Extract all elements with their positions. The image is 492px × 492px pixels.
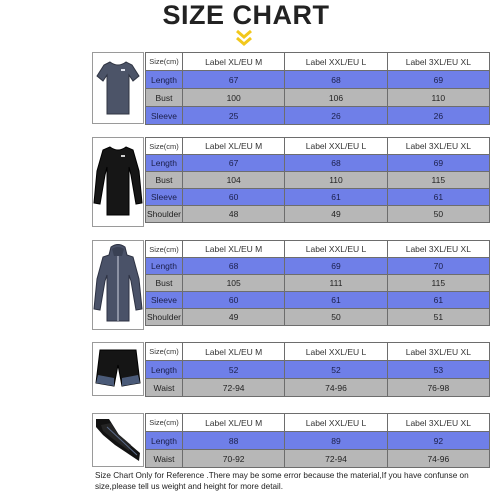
- table-row: [146, 206, 490, 223]
- measurement-value: 68: [285, 155, 387, 172]
- measurement-name: Length: [146, 71, 183, 89]
- measurement-value: 60: [183, 189, 285, 206]
- measurement-name: Sleeve: [146, 107, 183, 125]
- size-label-header: Label 3XL/EU XL: [387, 53, 489, 71]
- measurement-value: 48: [183, 206, 285, 223]
- measurement-value: 88: [183, 432, 285, 450]
- measurement-value: 49: [183, 309, 285, 326]
- tshirt-icon: [94, 56, 142, 120]
- measurement-value: 67: [183, 155, 285, 172]
- table-row: [146, 89, 490, 107]
- measurement-value: 115: [387, 172, 489, 189]
- measurement-value: 61: [285, 292, 387, 309]
- table-row: [146, 275, 490, 292]
- measurement-name: Shoulder: [146, 309, 183, 326]
- measurement-name: Bust: [146, 89, 183, 107]
- measurement-value: 52: [183, 361, 285, 379]
- table-row: [146, 432, 490, 450]
- measurement-value: 74-96: [387, 450, 489, 468]
- measurement-value: 100: [183, 89, 285, 107]
- measurement-value: 50: [285, 309, 387, 326]
- table-header-row: [146, 241, 490, 258]
- measurement-value: 61: [387, 189, 489, 206]
- size-label-header: Label XXL/EU L: [285, 414, 387, 432]
- table-row: [146, 361, 490, 379]
- table-row: [146, 309, 490, 326]
- measurement-value: 92: [387, 432, 489, 450]
- table-row: [146, 155, 490, 172]
- long-sleeve-shirt-image: [92, 137, 144, 227]
- measurement-value: 25: [183, 107, 285, 125]
- measurement-value: 105: [183, 275, 285, 292]
- measurement-value: 115: [387, 275, 489, 292]
- shorts-icon: [94, 347, 142, 391]
- measurement-name: Sleeve: [146, 292, 183, 309]
- size-table: [145, 413, 490, 468]
- measurement-value: 51: [387, 309, 489, 326]
- measurement-name: Length: [146, 432, 183, 450]
- measurement-value: 67: [183, 71, 285, 89]
- measurement-value: 69: [387, 71, 489, 89]
- size-label-header: Label XL/EU M: [183, 414, 285, 432]
- short-sleeve-shirt-image: [92, 52, 144, 124]
- measurement-name: Sleeve: [146, 189, 183, 206]
- measurement-name: Bust: [146, 275, 183, 292]
- hoodie-icon: [93, 243, 143, 327]
- table-row: [146, 172, 490, 189]
- table-row: [146, 379, 490, 397]
- size-label-header: Label 3XL/EU XL: [387, 414, 489, 432]
- measurement-value: 89: [285, 432, 387, 450]
- size-label-header: Label XL/EU M: [183, 241, 285, 258]
- measurement-value: 110: [285, 172, 387, 189]
- size-label-header: Label XXL/EU L: [285, 343, 387, 361]
- size-label-header: Label XXL/EU L: [285, 138, 387, 155]
- size-table: [145, 137, 490, 223]
- size-label-header: Label XXL/EU L: [285, 241, 387, 258]
- table-header-row: [146, 53, 490, 71]
- measurement-value: 60: [183, 292, 285, 309]
- shorts-image: [92, 342, 144, 396]
- measurement-name: Waist: [146, 379, 183, 397]
- measurement-value: 69: [285, 258, 387, 275]
- measurement-value: 68: [285, 71, 387, 89]
- measurement-value: 72-94: [285, 450, 387, 468]
- table-row: [146, 292, 490, 309]
- table-header-row: [146, 414, 490, 432]
- measurement-name: Length: [146, 258, 183, 275]
- table-header-row: [146, 343, 490, 361]
- measurement-value: 74-96: [285, 379, 387, 397]
- measurement-value: 68: [183, 258, 285, 275]
- size-table: [145, 52, 490, 125]
- reference-note: Size Chart Only for Reference .There may be some error because the material,If you have confunse on size,please tell us weight and height for more detail.: [95, 471, 469, 491]
- leggings-icon: [93, 415, 143, 465]
- size-unit-header: Size(cm): [146, 414, 183, 432]
- measurement-value: 110: [387, 89, 489, 107]
- size-label-header: Label XL/EU M: [183, 138, 285, 155]
- measurement-name: Shoulder: [146, 206, 183, 223]
- table-row: [146, 189, 490, 206]
- table-header-row: [146, 138, 490, 155]
- table-row: [146, 450, 490, 468]
- measurement-value: 76-98: [387, 379, 489, 397]
- measurement-name: Length: [146, 155, 183, 172]
- table-row: [146, 107, 490, 125]
- hoodie-jacket-image: [92, 240, 144, 330]
- size-unit-header: Size(cm): [146, 343, 183, 361]
- size-label-header: Label XXL/EU L: [285, 53, 387, 71]
- measurement-value: 70-92: [183, 450, 285, 468]
- size-label-header: Label XL/EU M: [183, 53, 285, 71]
- measurement-value: 104: [183, 172, 285, 189]
- measurement-name: Length: [146, 361, 183, 379]
- measurement-value: 50: [387, 206, 489, 223]
- measurement-value: 26: [285, 107, 387, 125]
- size-unit-header: Size(cm): [146, 53, 183, 71]
- measurement-value: 52: [285, 361, 387, 379]
- size-label-header: Label 3XL/EU XL: [387, 343, 489, 361]
- measurement-value: 69: [387, 155, 489, 172]
- size-label-header: Label XL/EU M: [183, 343, 285, 361]
- table-row: [146, 71, 490, 89]
- measurement-value: 49: [285, 206, 387, 223]
- measurement-value: 53: [387, 361, 489, 379]
- size-label-header: Label 3XL/EU XL: [387, 138, 489, 155]
- size-unit-header: Size(cm): [146, 241, 183, 258]
- measurement-value: 70: [387, 258, 489, 275]
- measurement-value: 111: [285, 275, 387, 292]
- page-title: SIZE CHART: [162, 0, 330, 30]
- leggings-image: [92, 413, 144, 467]
- double-chevron-down-icon: [234, 29, 254, 47]
- measurement-value: 72-94: [183, 379, 285, 397]
- measurement-value: 61: [285, 189, 387, 206]
- measurement-name: Waist: [146, 450, 183, 468]
- measurement-name: Bust: [146, 172, 183, 189]
- table-row: [146, 258, 490, 275]
- measurement-value: 106: [285, 89, 387, 107]
- size-table: [145, 342, 490, 397]
- measurement-value: 26: [387, 107, 489, 125]
- long-sleeve-shirt-icon: [93, 141, 143, 223]
- size-table: [145, 240, 490, 326]
- size-label-header: Label 3XL/EU XL: [387, 241, 489, 258]
- size-unit-header: Size(cm): [146, 138, 183, 155]
- measurement-value: 61: [387, 292, 489, 309]
